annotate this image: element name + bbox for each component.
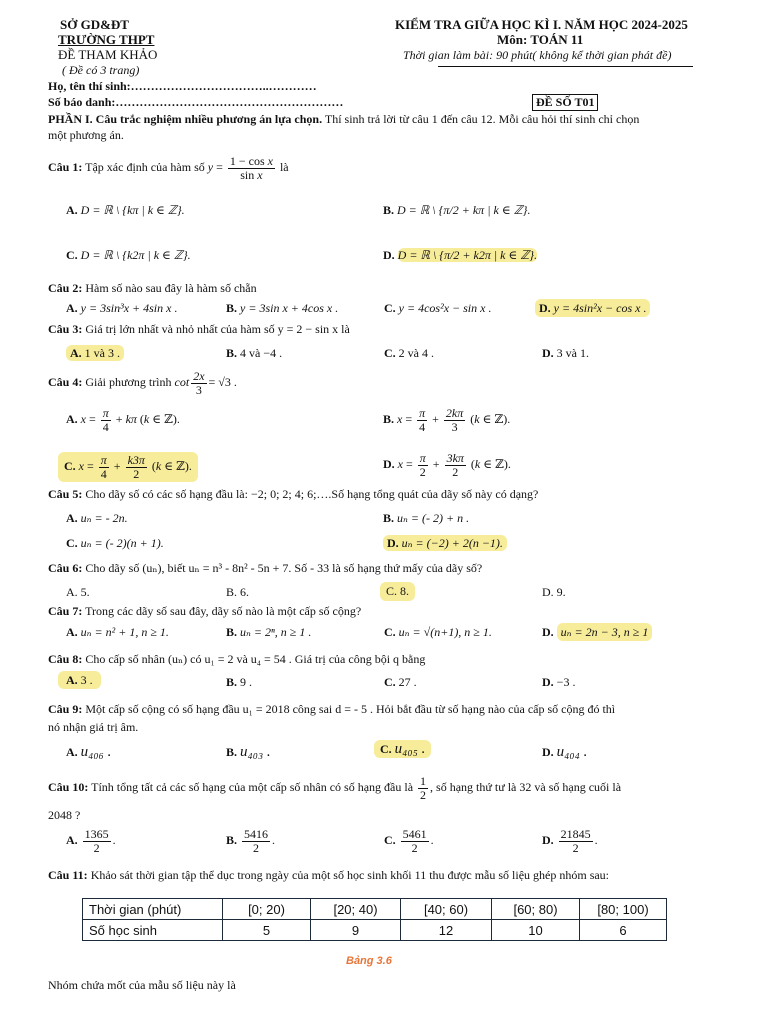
- q10-option-d[interactable]: D. $\frac{21845}{2}$ .: [542, 827, 598, 855]
- q10-option-b[interactable]: B. $\frac{5416}{2}$ .: [226, 827, 276, 855]
- question-4: Câu 4: Giải phương trình cot $\frac{2x}{3}$ = √3 .: [48, 369, 237, 397]
- table-cell: 9: [311, 920, 401, 941]
- frequency-table: [82, 898, 667, 941]
- question-7: Câu 7: Trong các dãy số sau đây, dãy số nào là một cấp số cộng?: [48, 604, 362, 618]
- header-rule: [438, 66, 693, 67]
- table-cell: 6: [580, 920, 667, 941]
- q5-option-c[interactable]: C. uₙ = (- 2)(n + 1).: [66, 536, 164, 550]
- dept-name: SỞ GD&ĐT: [60, 17, 129, 32]
- q6-option-c[interactable]: C. 8.: [380, 582, 415, 601]
- question-9: Câu 9: Một cấp số cộng có số hạng đầu u₁ = 2018 công sai d = - 5 . Hỏi bắt đầu từ số hạng nào của cấp số cộng đó thì: [48, 702, 616, 716]
- q10-option-a[interactable]: A. $\frac{1365}{2}$ .: [66, 827, 116, 855]
- table-cell: [0; 20): [223, 899, 311, 920]
- q4-option-d[interactable]: D. x = $\frac{\pi}{2}$ + $\frac{3k\pi}{2}$ (k ∈ ℤ).: [383, 451, 511, 479]
- q3-option-d[interactable]: D. 3 và 1.: [542, 346, 589, 360]
- q5-option-d[interactable]: D. uₙ = (−2) + 2(n −1).: [383, 536, 507, 551]
- q8-option-c[interactable]: C. 27 .: [384, 675, 417, 689]
- q10-option-c[interactable]: C. $\frac{5461}{2}$ .: [384, 827, 434, 855]
- question-9-cont: nó nhận giá trị âm.: [48, 720, 139, 734]
- question-3: Câu 3: Giá trị lớn nhất và nhỏ nhất của hàm số y = 2 − sin x là: [48, 322, 350, 336]
- q1-option-a[interactable]: A. D = ℝ \ {kπ | k ∈ ℤ}.: [66, 203, 185, 217]
- question-11: Câu 11: Khảo sát thời gian tập thể dục trong ngày của một số học sinh khối 11 thu được mẫu số liệu ghép nhóm sau:: [48, 868, 610, 882]
- question-10-cont: 2048 ?: [48, 808, 81, 822]
- table-header-row: [83, 899, 667, 920]
- q2-option-c[interactable]: C. y = 4cos²x − sin x .: [384, 301, 492, 315]
- q3-option-a[interactable]: A. 1 và 3 .: [66, 346, 124, 361]
- part1-desc: Thí sinh trả lời từ câu 1 đến câu 12. Mỗi câu hỏi thí sinh chỉ chọn: [322, 112, 640, 126]
- question-2: Câu 2: Hàm số nào sau đây là hàm số chẵn: [48, 281, 257, 295]
- q1-tail: là: [279, 159, 289, 174]
- q3-option-b[interactable]: B. 4 và −4 .: [226, 346, 283, 360]
- table-cell: [80; 100): [580, 899, 667, 920]
- q8-option-d[interactable]: D. −3 .: [542, 675, 576, 689]
- part1-desc2: một phương án.: [48, 128, 124, 142]
- q6-option-d[interactable]: D. 9.: [542, 585, 566, 599]
- exam-type: ĐỀ THAM KHẢO: [58, 47, 158, 62]
- q1-label: Câu 1:: [48, 159, 83, 174]
- q9-option-c[interactable]: C. u₄₀₅ .: [374, 741, 431, 758]
- table-cell: Thời gian (phút): [83, 899, 223, 920]
- school-name: TRƯỜNG THPT: [58, 32, 155, 47]
- question-5: Câu 5: Cho dãy số có các số hạng đầu là: −2; 0; 2; 4; 6;….Số hạng tổng quát của dãy số này có dạng?: [48, 487, 539, 501]
- table-cell: [20; 40): [311, 899, 401, 920]
- q6-option-a[interactable]: A. 5.: [66, 585, 90, 599]
- student-id-line: Số báo danh:…………………………………………………: [48, 95, 344, 109]
- q9-option-d[interactable]: D. u₄₀₄ .: [542, 744, 588, 760]
- table-cell: 10: [492, 920, 580, 941]
- student-name-line: Họ, tên thí sinh:……………………………..…………: [48, 79, 317, 93]
- q9-option-a[interactable]: A. u₄₀₆ .: [66, 744, 112, 760]
- q8-option-b[interactable]: B. 9 .: [226, 675, 253, 689]
- question-11-prompt: Nhóm chứa mốt của mẫu số liệu này là: [48, 978, 236, 992]
- table-row: [83, 920, 667, 941]
- q9-option-b[interactable]: B. u₄₀₃ .: [226, 744, 271, 760]
- q7-option-c[interactable]: C. uₙ = √(n+1), n ≥ 1.: [384, 625, 492, 639]
- table-cell: 5: [223, 920, 311, 941]
- page-count-note: ( Đề có 3 trang): [62, 63, 140, 77]
- q7-option-a[interactable]: A. uₙ = n² + 1, n ≥ 1.: [66, 625, 169, 639]
- q8-option-a[interactable]: A. 3 .: [58, 673, 101, 688]
- q7-option-d[interactable]: D. uₙ = 2n − 3, n ≥ 1: [542, 625, 652, 640]
- q2-option-b[interactable]: B. y = 3sin x + 4cos x .: [226, 301, 339, 315]
- time-allowed: Thời gian làm bài: 90 phút( không kể thời gian phát đề): [403, 48, 672, 62]
- q1-text: Tập xác định của hàm số: [85, 159, 205, 174]
- table-cell: 12: [401, 920, 492, 941]
- question-10: Câu 10: Tính tổng tất cả các số hạng của một cấp số nhân có số hạng đầu là $\frac{1}{2}$ , số hạng thứ tư là 32 và số hạng cuối là: [48, 774, 622, 802]
- q7-option-b[interactable]: B. uₙ = 2ⁿ, n ≥ 1 .: [226, 625, 312, 639]
- q4-option-a[interactable]: A. x = $\frac{\pi}{4}$ + kπ (k ∈ ℤ).: [66, 406, 180, 434]
- q1-option-d[interactable]: D. D = ℝ \ {π/2 + k2π | k ∈ ℤ}.: [383, 248, 538, 262]
- q1-option-c[interactable]: C. D = ℝ \ {k2π | k ∈ ℤ}.: [66, 248, 191, 262]
- q6-option-b[interactable]: B. 6.: [226, 585, 250, 599]
- question-1: Câu 1: Tập xác định của hàm số y = $\frac{\text{1 − cos x}}{\text{sin x}}$ là: [48, 154, 289, 182]
- part1-title: PHẦN I. Câu trắc nghiệm nhiều phương án lựa chọn.: [48, 112, 323, 126]
- subject: Môn: TOÁN 11: [497, 32, 584, 47]
- q1-fraction: $\frac{\text{1 − cos x}}{\text{sin x}}$: [229, 154, 273, 182]
- table-cell: [40; 60): [401, 899, 492, 920]
- q2-option-d[interactable]: D. y = 4sin²x − cos x .: [535, 301, 650, 316]
- table-cell: Số học sinh: [83, 920, 223, 941]
- exam-title: KIỂM TRA GIỮA HỌC KÌ I. NĂM HỌC 2024-2025: [395, 17, 688, 32]
- q5-option-b[interactable]: B. uₙ = (- 2) + n .: [383, 511, 470, 525]
- part1-intro: [48, 112, 639, 127]
- table-caption: Bảng 3.6: [346, 955, 392, 967]
- q3-option-c[interactable]: C. 2 và 4 .: [384, 346, 434, 360]
- q4-option-b[interactable]: B. x = $\frac{\pi}{4}$ + $\frac{2k\pi}{3}$ (k ∈ ℤ).: [383, 406, 511, 434]
- exam-code: ĐỀ SỐ T01: [532, 94, 598, 111]
- question-6: Câu 6: Cho dãy số (uₙ), biết uₙ = n³ - 8n² - 5n + 7. Số - 33 là số hạng thứ mấy của dãy số?: [48, 561, 483, 575]
- question-8: Câu 8: Cho cấp số nhân (uₙ) có u₁ = 2 và u₄ = 54 . Giá trị của công bội q bằng: [48, 652, 426, 666]
- q2-option-a[interactable]: A. y = 3sin³x + 4sin x .: [66, 301, 178, 315]
- q5-option-a[interactable]: A. uₙ = - 2n.: [66, 511, 128, 525]
- table-cell: [60; 80): [492, 899, 580, 920]
- q4-option-c[interactable]: C. x = $\frac{\pi}{4}$ + $\frac{k3\pi}{2}$ (k ∈ ℤ).: [58, 452, 198, 482]
- q1-option-b[interactable]: B. D = ℝ \ {π/2 + kπ | k ∈ ℤ}.: [383, 203, 531, 217]
